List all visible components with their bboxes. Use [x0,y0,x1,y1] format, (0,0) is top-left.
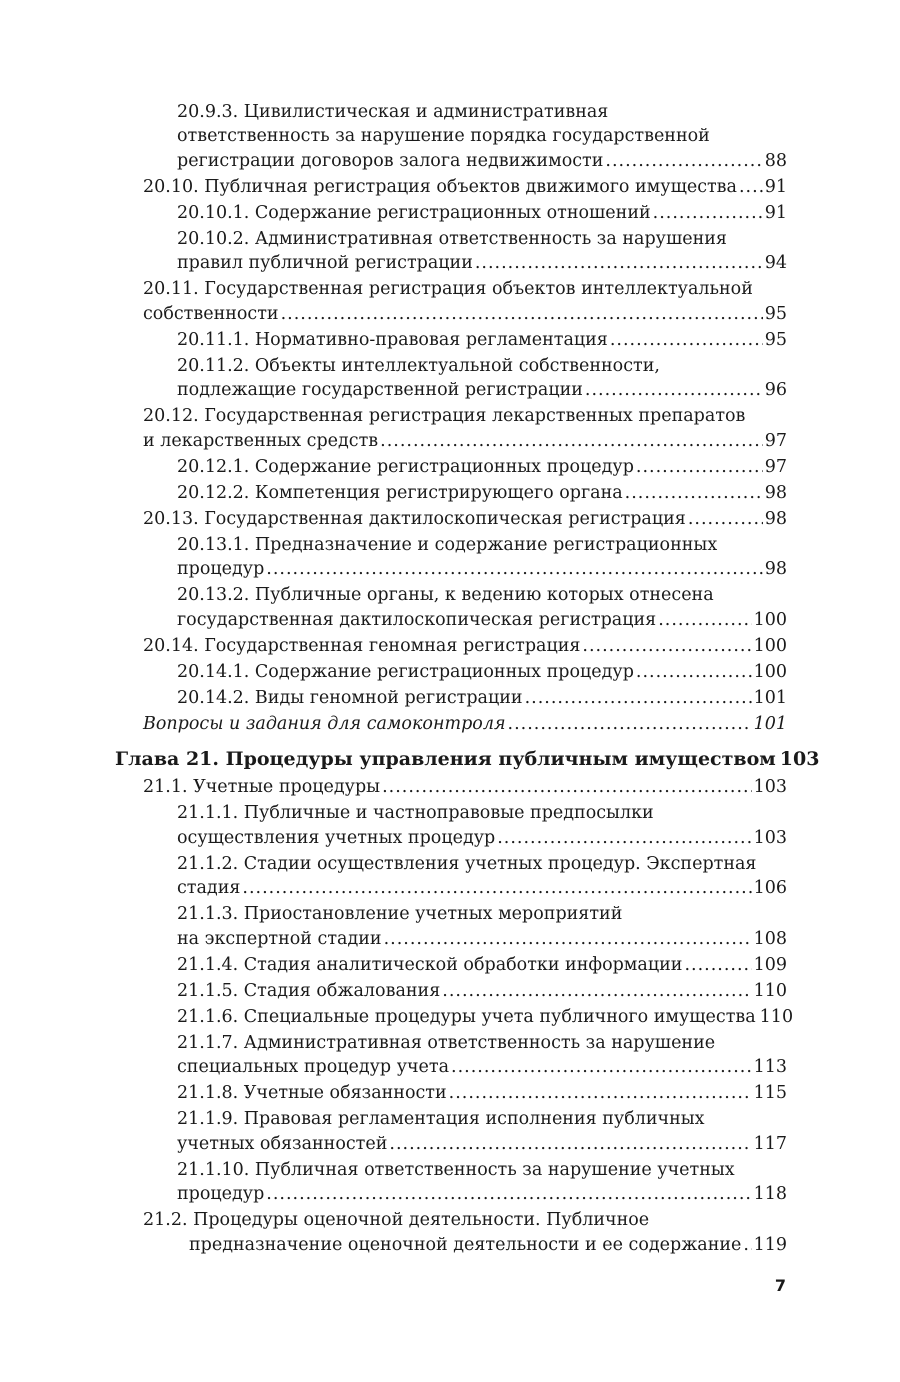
toc-entry-text: 20.13.2. Публичные органы, к ведению которых отнесена [177,585,714,605]
toc-entry [115,1031,787,1080]
leader-dots [610,328,763,353]
leader-dots [384,927,752,952]
leader-dots [380,429,763,454]
toc-page-number: 117 [753,1133,787,1154]
toc-entry-text: 21.1. Учетные процедуры [143,777,381,797]
leader-dots [684,953,751,978]
toc-page-number: 101 [753,713,787,734]
toc-page-number: 96 [764,380,787,400]
toc-entry-text: 21.1.8. Учетные обязанности [177,1083,447,1103]
toc-entry-text: 21.1.1. Публичные и частноправовые предпосылки [177,803,654,823]
toc-entry-text: подлежащие государственной регистрации [177,380,583,400]
toc-entry [115,1158,787,1207]
toc-entry [115,328,787,353]
toc-page-number: 98 [764,508,787,529]
toc-page-number: 103 [779,748,820,770]
toc-entry-text: 20.13. Государственная дактилоскопическая регистрация [143,508,686,529]
toc-entry [115,455,787,480]
toc-entry-text: 21.1.10. Публичная ответственность за нарушение учетных [177,1159,735,1180]
toc-page-number: 98 [764,482,787,503]
toc-entry-text: 21.1.4. Стадия аналитической обработки информации [177,954,683,975]
leader-dots [688,507,763,532]
toc-page-number: 118 [753,1184,787,1204]
toc-entry [115,1081,787,1106]
toc-page-number: 100 [753,661,787,682]
leader-dots [382,775,752,800]
toc-entry-text: 20.10. Публичная регистрация объектов движимого имущества [143,176,737,197]
toc-entry [115,1107,787,1156]
toc-page-number: 101 [753,687,787,708]
toc-entry [115,1208,787,1257]
toc-entry-text: регистрации договоров залога недвижимости [177,150,604,171]
page-number: 7 [774,1276,786,1295]
toc-entry-text: 20.9.3. Цивилистическая и административная [177,101,609,122]
toc-entry [115,979,787,1004]
leader-dots [281,302,763,327]
toc-page-number: 103 [753,777,787,797]
toc-entry-text: Глава 21. Процедуры управления публичным имуществом [115,748,776,770]
toc-entry-text: 20.11. Государственная регистрация объектов интеллектуальной [143,279,753,299]
toc-entry-text: 20.12.2. Компетенция регистрирующего органа [177,482,623,503]
toc-entry-text: правил публичной регистрации [177,253,473,273]
toc-entry [115,852,787,901]
toc-entry [115,201,787,226]
toc-entry [115,1005,794,1030]
leader-dots [242,876,751,901]
leader-dots [625,481,763,506]
toc-page-number: 91 [764,202,787,223]
toc-entry-text: 21.1.2. Стадии осуществления учетных процедур. Экспертная [177,853,757,874]
leader-dots [475,251,763,276]
toc-entry-text: 21.1.3. Приостановление учетных мероприятий [177,904,623,924]
toc-entry [115,775,787,800]
leader-dots [449,1081,752,1106]
toc-entry-text: 20.12.1. Содержание регистрационных процедур [177,456,634,477]
toc-entry-text: 21.1.7. Административная ответственность за нарушение [177,1032,716,1053]
toc-entry [115,533,787,582]
toc-entry-text: 21.1.9. Правовая регламентация исполнения публичных [177,1109,705,1129]
toc-entry [115,686,787,711]
toc-entry-text: 20.11.2. Объекты интеллектуальной собственности, [177,355,660,376]
toc-page-number: 103 [753,827,787,848]
toc-page-number: 100 [753,635,787,656]
toc-page-number: 88 [764,150,787,171]
leader-dots [525,686,752,711]
toc-entry-text: осуществления учетных процедур [177,827,496,848]
leader-dots [636,660,752,685]
toc-entry-text: собственности [143,303,279,324]
toc-entry [115,712,787,737]
toc-entry-text: предназначение оценочной деятельности и ее содержание [189,1234,742,1255]
toc-page-number: 91 [764,176,787,197]
leader-dots [739,175,763,200]
toc-entry-text: ответственность за нарушение порядка государственной [177,126,710,146]
toc-entry [115,175,787,200]
leader-dots [653,201,763,226]
leader-dots [497,826,751,851]
toc-page-number: 97 [764,456,787,477]
toc-page-number: 100 [753,609,787,630]
leader-dots [605,149,762,174]
toc-entry-text: на экспертной стадии [177,928,382,949]
toc-page-number: 119 [753,1234,787,1255]
toc-entry-text: учетных обязанностей [177,1133,388,1154]
toc-entry-text: специальных процедур учета [177,1057,450,1077]
toc-page-number: 109 [753,954,787,975]
toc-entry-text: 20.14.1. Содержание регистрационных процедур [177,661,634,682]
toc-entry [115,660,787,685]
chapter-entry [115,746,820,773]
toc-entry [115,583,787,632]
toc-entry-text: 21.2. Процедуры оценочной деятельности. Публичное [143,1210,650,1230]
toc-entry [115,100,787,174]
leader-dots [266,557,762,582]
toc-page-number: 95 [764,329,787,350]
leader-dots [743,1233,751,1258]
toc-entry [115,801,787,850]
leader-dots [389,1132,751,1157]
toc-entry [115,404,787,453]
toc-page-number: 110 [753,980,787,1001]
leader-dots [636,455,763,480]
toc-page-number: 113 [753,1057,787,1077]
toc-page-number: 98 [764,559,787,579]
toc-page-number: 94 [764,253,787,273]
toc-entry-text: 20.14.2. Виды геномной регистрации [177,687,523,708]
toc-entry-text: государственная дактилоскопическая регистрация [177,609,657,630]
toc-entry-text: 20.14. Государственная геномная регистрация [143,635,581,656]
leader-dots [442,979,751,1004]
toc-entry [115,354,787,403]
toc-entry [115,481,787,506]
toc-page-number: 95 [764,303,787,324]
toc-page-number: 108 [753,928,787,949]
toc-entry [115,953,787,978]
toc-entry [115,277,787,326]
toc-entry [115,227,787,276]
leader-dots [582,634,751,659]
toc-entry-text: 21.1.6. Специальные процедуры учета публичного имущества [177,1006,756,1027]
toc-entry-text: Вопросы и задания для самоконтроля [143,713,506,734]
toc-entry-text: процедур [177,1184,265,1204]
leader-dots [585,378,763,403]
toc-entry-text: 20.10.1. Содержание регистрационных отношений [177,202,651,223]
leader-dots [508,712,752,737]
toc-entry-text: процедур [177,559,265,579]
table-of-contents [115,98,820,1257]
toc-entry-text: 20.13.1. Предназначение и содержание регистрационных [177,534,718,555]
toc-page-number: 97 [764,430,787,451]
toc-page-number: 106 [753,878,787,898]
toc-entry [115,507,787,532]
toc-entry-text: 21.1.5. Стадия обжалования [177,980,441,1001]
toc-entry-text: и лекарственных средств [143,430,379,451]
toc-page-number: 115 [753,1083,787,1103]
toc-page-number: 110 [759,1006,794,1027]
toc-entry-text: 20.10.2. Административная ответственность за нарушения [177,228,727,249]
toc-entry [115,634,787,659]
toc-entry-text: 20.11.1. Нормативно-правовая регламентация [177,329,608,350]
leader-dots [266,1182,751,1207]
toc-entry [115,902,787,951]
toc-entry-text: 20.12. Государственная регистрация лекарственных препаратов [143,406,746,426]
leader-dots [451,1055,752,1080]
leader-dots [658,608,751,633]
toc-entry-text: стадия [177,878,241,898]
